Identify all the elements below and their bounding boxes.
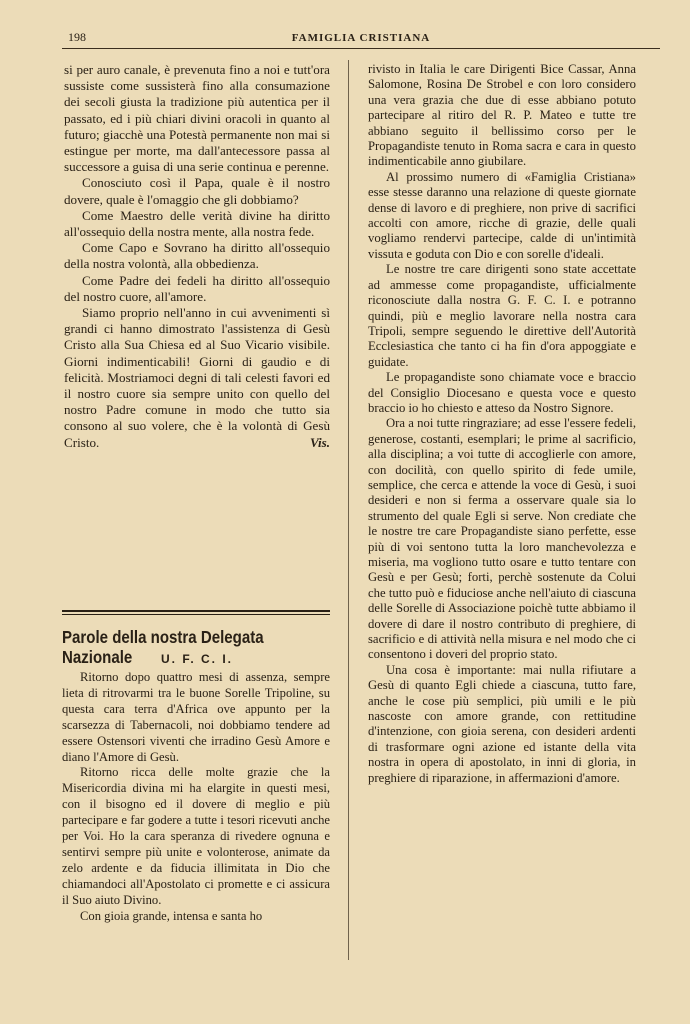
column-divider bbox=[348, 60, 349, 960]
left-column bbox=[64, 62, 330, 451]
section-divider bbox=[62, 610, 330, 612]
right-column bbox=[368, 62, 636, 786]
paragraph: Ritorno ricca delle molte grazie che la Misericordia divina mi ha elargite in questi mesi, con il bisogno ed il dovere di meglio e più partecipare e far godere a tutte i tesori ricevuti anche per Voi. Ho la cara speranza di rivedere ognuna e sentirvi sempre più unite e volonterose, animate da zelo ardente e da fiducia illimitata in Dio che chiamandoci all'Apostolato ci promette e ci assicura il Suo aiuto Divino. bbox=[62, 765, 330, 907]
running-head: FAMIGLIA CRISTIANA bbox=[291, 32, 431, 44]
paragraph: Come Padre dei fedeli ha diritto all'ossequio del nostro cuore, all'amore. bbox=[64, 272, 330, 304]
paragraph: Le propagandiste sono chiamate voce e braccio del Consiglio Diocesano e questa voce e questo braccio io ho chiesto e atteso da Nostro Signore. bbox=[368, 370, 636, 415]
paragraph-with-signature bbox=[64, 305, 330, 451]
paragraph: Ritorno dopo quattro mesi di assenza, sempre lieta di ritrovarmi tra le buone Sorelle Tripoline, su questa cara terra d'Africa ove appunto per la scarsezza di Tabernacoli, noi dobbiamo tendere ad essere Ostensori viventi che irradino Gesù Amore e diano l'Amore di Gesù. bbox=[62, 670, 330, 764]
paragraph: Conosciuto così il Papa, quale è il nostro dovere, quale è l'omaggio che gli dobbiamo? bbox=[64, 175, 330, 207]
section-body bbox=[62, 670, 330, 925]
paragraph: si per auro canale, è prevenuta fino a noi e tutt'ora sussiste come sussisterà fino alla consumazione dei secoli giusta la tradizione più autentica per il passato, ed i più chiari divini oracoli in quanto al futuro; giacchè una Potestà permanente non mai si estingue per morte, ma dall'antecessore passa al successore a guisa di una serie continua e perenne. bbox=[64, 62, 330, 175]
paragraph: Siamo proprio nell'anno in cui avvenimenti sì grandi ci hanno dimostrato l'assistenza di Gesù Cristo alla Sua Chiesa ed al Suo Vicario visibile. Giorni indimenticabili! Giorni di gaudio e di felicità. Mostriamoci degni di tali celesti favori ed il nostro cuore sia sempre unito con quello del nostro Padre comune in modo che tutto sia consono al suo volere, che è la volontà di Gesù Cristo. bbox=[64, 305, 330, 450]
paragraph: Come Maestro delle verità divine ha diritto all'ossequio della nostra mente, alla nostra fede. bbox=[64, 207, 330, 240]
paragraph: Una cosa è importante: mai nulla rifiutare a Gesù di quanto Egli chiede a ciascuna, tutto fare, anche le cose più semplici, più umili e le più nascoste con amore grande, con rettitudine d'intenzione, con gioia serena, con desideri ardenti di trasformare ogni azione ed istante della vita nostra in opera di apostolato, in inni di gloria, in preghiere di riparazione, in affermazioni d'amore. bbox=[368, 662, 636, 785]
paragraph: Le nostre tre care dirigenti sono state accettate ad ammesse come propagandiste, ufficialmente riconosciute dalla nostra G. F. C. I. e potranno quindi, più e meglio lavorare nella nostra cara Tripoli, sempre seguendo le direttive dell'Autorità Ecclesiastica che tanto ci ha fin d'ora appoggiate e guidate. bbox=[368, 262, 636, 369]
section-divider-thin bbox=[62, 614, 330, 615]
paragraph: Come Capo e Sovrano ha diritto all'ossequio della nostra volontà, alla obbedienza. bbox=[64, 240, 330, 272]
page-header bbox=[62, 30, 660, 49]
section-title: Parole della nostra Delegata Nazionale bbox=[62, 627, 264, 667]
section-subtitle: U. F. C. I. bbox=[160, 652, 233, 666]
page-number: 198 bbox=[68, 30, 86, 44]
signature: Vis. bbox=[309, 434, 330, 450]
paragraph: Con gioia grande, intensa e santa ho bbox=[80, 908, 263, 923]
paragraph: Al prossimo numero di «Famiglia Cristiana» esse stesse daranno una relazione di queste giornate dense di lavoro e di preghiere, non prive di sacrifici accolti con amore, ricche di grazie, delle quali vogliamo rendervi partecipe, calde di un'intimità vissuta e goduta con Dio e con sorelle d'ideali. bbox=[368, 169, 636, 261]
paragraph: Ora a noi tutte ringraziare; ad esse l'essere fedeli, generose, costanti, esemplari; le prime al sacrificio, alla disciplina; a voi tutte di accoglierle con amore, con docilità, con quello spirito di fede umile, semplice, che cerca e attende la voce di Gesù, i suoi desideri e non si ferma a osservare quale sia lo strumento del quale Egli si serve. Non crediate che le nostre tre care Propagandiste siano perfette, esse più di voi sentono tutta la loro manchevolezza e miseria, ma vogliono tutto osare e tutto tentare con Gesù e per Gesù; forti, perchè sostenute da Colui che tutto può e fiduciose anche nell'aiuto di ciascuna delle Sorelle di Associazione poichè tutte abbiamo il dovere di dare il nostro contributo di preghiere, di sacrificio e di attività nella misura e nel modo che ci consentono i doveri del proprio stato. bbox=[368, 416, 636, 662]
paragraph: rivisto in Italia le care Dirigenti Bice Cassar, Anna Salomone, Rosina De Strobel e con loro considero una vera grazia che due di esse abbiano potuto partecipare al ritiro del R. P. Mateo e tutte tre abbiano seguito il bellissimo corso per le Propagandiste tenuto in Roma sacra e cara in questo indimenticabile anno giubilare. bbox=[368, 62, 636, 169]
